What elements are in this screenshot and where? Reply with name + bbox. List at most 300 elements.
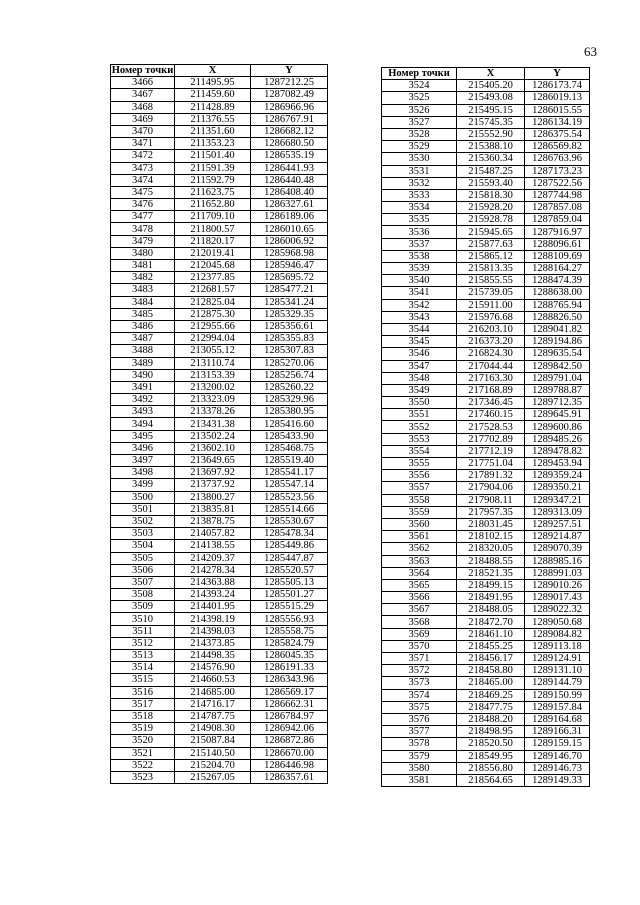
cell-x: 217528.53 [457,421,525,433]
cell-point-number: 3526 [382,104,457,116]
cell-y: 1286966.96 [251,101,328,113]
table-row [111,381,328,393]
cell-point-number: 3492 [111,394,175,406]
cell-x: 218472.70 [457,616,525,628]
table-header-row [111,65,328,77]
table-row [382,518,590,530]
cell-x: 214209.37 [175,552,251,564]
cell-y: 1286446.98 [251,759,328,771]
page-number: 63 [584,44,597,59]
table-row [382,701,590,713]
table-row [382,128,590,140]
cell-x: 215818.30 [457,189,525,201]
cell-y: 1289194.86 [525,336,590,348]
cell-y: 1285520.57 [251,564,328,576]
cell-x: 218491.95 [457,592,525,604]
cell-point-number: 3569 [382,628,457,640]
cell-x: 215140.50 [175,747,251,759]
cell-point-number: 3482 [111,272,175,284]
cell-x: 212875.30 [175,308,251,320]
cell-y: 1286680.50 [251,138,328,150]
cell-point-number: 3568 [382,616,457,628]
table-row [382,677,590,689]
cell-point-number: 3472 [111,150,175,162]
cell-point-number: 3507 [111,576,175,588]
table-row [111,211,328,223]
cell-x: 218488.05 [457,604,525,616]
table-row [111,686,328,698]
cell-point-number: 3546 [382,348,457,360]
cell-y: 1285356.61 [251,320,328,332]
cell-y: 1286375.54 [525,128,590,140]
cell-x: 215945.65 [457,226,525,238]
cell-x: 213878.75 [175,515,251,527]
cell-point-number: 3573 [382,677,457,689]
cell-y: 1286441.93 [251,162,328,174]
table-row [382,214,590,226]
cell-x: 213737.92 [175,479,251,491]
table-row [111,150,328,162]
cell-x: 211800.57 [175,223,251,235]
cell-y: 1289157.84 [525,701,590,713]
cell-y: 1286045.35 [251,650,328,662]
cell-point-number: 3567 [382,604,457,616]
header-y: Y [525,68,590,80]
cell-y: 1285523.56 [251,491,328,503]
table-row [382,689,590,701]
cell-x: 217908.11 [457,494,525,506]
cell-x: 213835.81 [175,503,251,515]
cell-y: 1288096.61 [525,238,590,250]
cell-y: 1289017.43 [525,592,590,604]
cell-point-number: 3524 [382,80,457,92]
cell-x: 214908.30 [175,723,251,735]
table-row [382,738,590,750]
cell-point-number: 3503 [111,528,175,540]
cell-point-number: 3518 [111,710,175,722]
table-row [111,528,328,540]
table-row [111,589,328,601]
cell-y: 1286019.13 [525,92,590,104]
cell-x: 215855.55 [457,275,525,287]
cell-y: 1289359.24 [525,470,590,482]
cell-y: 1286327.61 [251,199,328,211]
cell-point-number: 3555 [382,458,457,470]
cell-point-number: 3534 [382,202,457,214]
table-row [111,199,328,211]
cell-y: 1289485.26 [525,433,590,445]
cell-x: 215813.35 [457,263,525,275]
cell-y: 1285547.14 [251,479,328,491]
table-row [111,418,328,430]
cell-x: 212955.66 [175,320,251,332]
cell-x: 218320.05 [457,543,525,555]
cell-y: 1286662.31 [251,698,328,710]
table-row [382,141,590,153]
table-row [382,433,590,445]
cell-x: 215865.12 [457,250,525,262]
cell-x: 216824.30 [457,348,525,360]
cell-point-number: 3508 [111,589,175,601]
cell-x: 218564.65 [457,774,525,786]
cell-y: 1289600.86 [525,421,590,433]
cell-x: 214576.90 [175,662,251,674]
cell-point-number: 3575 [382,701,457,713]
table-row [382,311,590,323]
table-row [382,275,590,287]
cell-x: 214401.95 [175,601,251,613]
cell-y: 1287744.98 [525,189,590,201]
cell-point-number: 3542 [382,299,457,311]
cell-point-number: 3478 [111,223,175,235]
cell-point-number: 3580 [382,762,457,774]
cell-point-number: 3538 [382,250,457,262]
cell-point-number: 3548 [382,372,457,384]
cell-y: 1285468.75 [251,442,328,454]
cell-x: 218498.95 [457,726,525,738]
table-row [382,397,590,409]
cell-point-number: 3509 [111,601,175,613]
cell-x: 213431.38 [175,418,251,430]
cell-y: 1288765.94 [525,299,590,311]
header-x: X [175,65,251,77]
cell-x: 217904.06 [457,482,525,494]
cell-point-number: 3563 [382,555,457,567]
cell-y: 1285541.17 [251,467,328,479]
cell-y: 1289478.82 [525,445,590,457]
cell-point-number: 3504 [111,540,175,552]
cell-point-number: 3513 [111,650,175,662]
coordinates-table-right [381,67,590,787]
cell-x: 211353.23 [175,138,251,150]
cell-point-number: 3523 [111,771,175,783]
cell-y: 1286682.12 [251,125,328,137]
cell-x: 211428.89 [175,101,251,113]
table-row [382,323,590,335]
cell-y: 1287173.23 [525,165,590,177]
cell-y: 1289347.21 [525,494,590,506]
cell-x: 218455.25 [457,640,525,652]
cell-x: 217044.44 [457,360,525,372]
cell-x: 211495.95 [175,77,251,89]
table-row [111,320,328,332]
table-row [111,601,328,613]
cell-point-number: 3491 [111,381,175,393]
table-row [382,116,590,128]
cell-y: 1285505.13 [251,576,328,588]
cell-y: 1288164.27 [525,263,590,275]
table-row [111,113,328,125]
cell-x: 218458.80 [457,665,525,677]
table-row [111,357,328,369]
cell-point-number: 3469 [111,113,175,125]
cell-x: 217891.32 [457,470,525,482]
cell-point-number: 3557 [382,482,457,494]
cell-point-number: 3539 [382,263,457,275]
cell-y: 1285556.93 [251,613,328,625]
cell-y: 1286343.96 [251,674,328,686]
table-row [382,372,590,384]
table-row [111,101,328,113]
cell-y: 1289159.15 [525,738,590,750]
cell-y: 1285501.27 [251,589,328,601]
cell-y: 1287522.56 [525,177,590,189]
table-row [111,125,328,137]
cell-point-number: 3570 [382,640,457,652]
cell-point-number: 3565 [382,579,457,591]
cell-y: 1289791.04 [525,372,590,384]
cell-x: 211459.60 [175,89,251,101]
cell-x: 213110.74 [175,357,251,369]
cell-y: 1286408.40 [251,186,328,198]
cell-y: 1285329.35 [251,308,328,320]
cell-point-number: 3578 [382,738,457,750]
cell-y: 1289149.33 [525,774,590,786]
cell-y: 1285477.21 [251,284,328,296]
cell-y: 1285355.83 [251,333,328,345]
cell-point-number: 3483 [111,284,175,296]
cell-point-number: 3466 [111,77,175,89]
cell-y: 1289150.99 [525,689,590,701]
cell-point-number: 3470 [111,125,175,137]
cell-point-number: 3473 [111,162,175,174]
cell-point-number: 3558 [382,494,457,506]
cell-y: 1285270.06 [251,357,328,369]
cell-point-number: 3554 [382,445,457,457]
cell-point-number: 3571 [382,653,457,665]
cell-point-number: 3533 [382,189,457,201]
cell-y: 1285519.40 [251,455,328,467]
cell-x: 211709.10 [175,211,251,223]
cell-x: 211820.17 [175,235,251,247]
cell-x: 214398.19 [175,613,251,625]
cell-point-number: 3471 [111,138,175,150]
cell-y: 1285329.96 [251,394,328,406]
cell-point-number: 3499 [111,479,175,491]
cell-x: 218488.20 [457,713,525,725]
table-row [382,263,590,275]
table-row [382,628,590,640]
cell-x: 214393.24 [175,589,251,601]
cell-x: 217460.15 [457,409,525,421]
cell-x: 217346.45 [457,397,525,409]
table-row [111,576,328,588]
table-row [111,272,328,284]
table-row [111,771,328,783]
cell-point-number: 3505 [111,552,175,564]
cell-point-number: 3560 [382,518,457,530]
cell-y: 1286569.82 [525,141,590,153]
table-row [111,186,328,198]
cell-x: 211501.40 [175,150,251,162]
cell-x: 215360.34 [457,153,525,165]
cell-point-number: 3517 [111,698,175,710]
table-row [382,774,590,786]
table-header-row [382,68,590,80]
cell-y: 1286006.92 [251,235,328,247]
table-row [382,604,590,616]
cell-x: 213697.92 [175,467,251,479]
cell-x: 212825.04 [175,296,251,308]
cell-x: 218477.75 [457,701,525,713]
cell-x: 214685.00 [175,686,251,698]
cell-y: 1285968.98 [251,247,328,259]
cell-y: 1288638.00 [525,287,590,299]
cell-x: 218465.00 [457,677,525,689]
table-row [382,506,590,518]
cell-point-number: 3574 [382,689,457,701]
cell-x: 215267.05 [175,771,251,783]
cell-y: 1285433.90 [251,430,328,442]
cell-point-number: 3475 [111,186,175,198]
cell-point-number: 3486 [111,320,175,332]
cell-x: 211376.55 [175,113,251,125]
table-row [382,202,590,214]
cell-point-number: 3489 [111,357,175,369]
cell-y: 1288991.03 [525,567,590,579]
cell-x: 218456.17 [457,653,525,665]
cell-x: 212377.85 [175,272,251,284]
table-row [111,296,328,308]
cell-point-number: 3559 [382,506,457,518]
cell-point-number: 3488 [111,345,175,357]
cell-x: 218469.25 [457,689,525,701]
cell-point-number: 3551 [382,409,457,421]
table-row [111,662,328,674]
table-row [111,235,328,247]
cell-y: 1286535.19 [251,150,328,162]
table-row [111,162,328,174]
cell-x: 215928.78 [457,214,525,226]
cell-point-number: 3522 [111,759,175,771]
cell-point-number: 3487 [111,333,175,345]
cell-point-number: 3516 [111,686,175,698]
table-row [382,250,590,262]
cell-y: 1286015.55 [525,104,590,116]
table-row [111,333,328,345]
cell-y: 1285946.47 [251,260,328,272]
cell-x: 211592.79 [175,174,251,186]
cell-y: 1286134.19 [525,116,590,128]
table-row [382,713,590,725]
table-row [382,92,590,104]
cell-x: 214363.88 [175,576,251,588]
cell-y: 1289635.54 [525,348,590,360]
cell-x: 214498.35 [175,650,251,662]
cell-point-number: 3490 [111,369,175,381]
cell-y: 1289146.73 [525,762,590,774]
cell-y: 1288474.39 [525,275,590,287]
cell-y: 1289131.10 [525,665,590,677]
cell-point-number: 3511 [111,625,175,637]
table-row [111,674,328,686]
cell-y: 1289453.94 [525,458,590,470]
cell-y: 1285695.72 [251,272,328,284]
table-row [111,637,328,649]
cell-y: 1287212.25 [251,77,328,89]
table-row [111,174,328,186]
cell-point-number: 3549 [382,384,457,396]
cell-y: 1289146.70 [525,750,590,762]
cell-point-number: 3500 [111,491,175,503]
table-row [111,723,328,735]
cell-point-number: 3510 [111,613,175,625]
cell-x: 213055.12 [175,345,251,357]
cell-y: 1285341.24 [251,296,328,308]
cell-y: 1289214.87 [525,531,590,543]
table-row [111,479,328,491]
table-row [382,153,590,165]
coordinates-table-left [110,64,328,784]
cell-x: 217751.04 [457,458,525,470]
cell-x: 213649.65 [175,455,251,467]
cell-point-number: 3579 [382,750,457,762]
cell-x: 215928.20 [457,202,525,214]
cell-y: 1285416.60 [251,418,328,430]
cell-point-number: 3540 [382,275,457,287]
table-row [111,308,328,320]
cell-y: 1286784.97 [251,710,328,722]
table-row [111,455,328,467]
cell-point-number: 3536 [382,226,457,238]
cell-x: 215976.68 [457,311,525,323]
cell-y: 1288985.16 [525,555,590,567]
cell-y: 1289164.68 [525,713,590,725]
cell-point-number: 3561 [382,531,457,543]
table-row [111,564,328,576]
table-row [111,394,328,406]
cell-x: 211623.75 [175,186,251,198]
table-row [382,543,590,555]
cell-y: 1285530.67 [251,515,328,527]
table-row [111,503,328,515]
table-row [382,384,590,396]
cell-point-number: 3581 [382,774,457,786]
table-row [382,482,590,494]
table-row [382,360,590,372]
cell-y: 1285478.34 [251,528,328,540]
cell-y: 1289712.35 [525,397,590,409]
table-row [382,421,590,433]
table-row [382,653,590,665]
cell-x: 215745.35 [457,116,525,128]
cell-point-number: 3497 [111,455,175,467]
cell-point-number: 3545 [382,336,457,348]
cell-x: 215087.84 [175,735,251,747]
table-row [111,710,328,722]
table-row [382,336,590,348]
cell-y: 1289050.68 [525,616,590,628]
cell-y: 1286173.74 [525,80,590,92]
cell-y: 1286440.48 [251,174,328,186]
cell-y: 1289842.50 [525,360,590,372]
table-row [111,77,328,89]
cell-x: 214716.17 [175,698,251,710]
table-row [382,165,590,177]
cell-point-number: 3535 [382,214,457,226]
cell-x: 218521.35 [457,567,525,579]
cell-y: 1285447.87 [251,552,328,564]
cell-y: 1286942.06 [251,723,328,735]
cell-y: 1289124.91 [525,653,590,665]
table-row [382,189,590,201]
cell-point-number: 3541 [382,287,457,299]
cell-y: 1286872.86 [251,735,328,747]
cell-point-number: 3477 [111,211,175,223]
cell-x: 215495.15 [457,104,525,116]
cell-y: 1288826.50 [525,311,590,323]
table-row [111,747,328,759]
